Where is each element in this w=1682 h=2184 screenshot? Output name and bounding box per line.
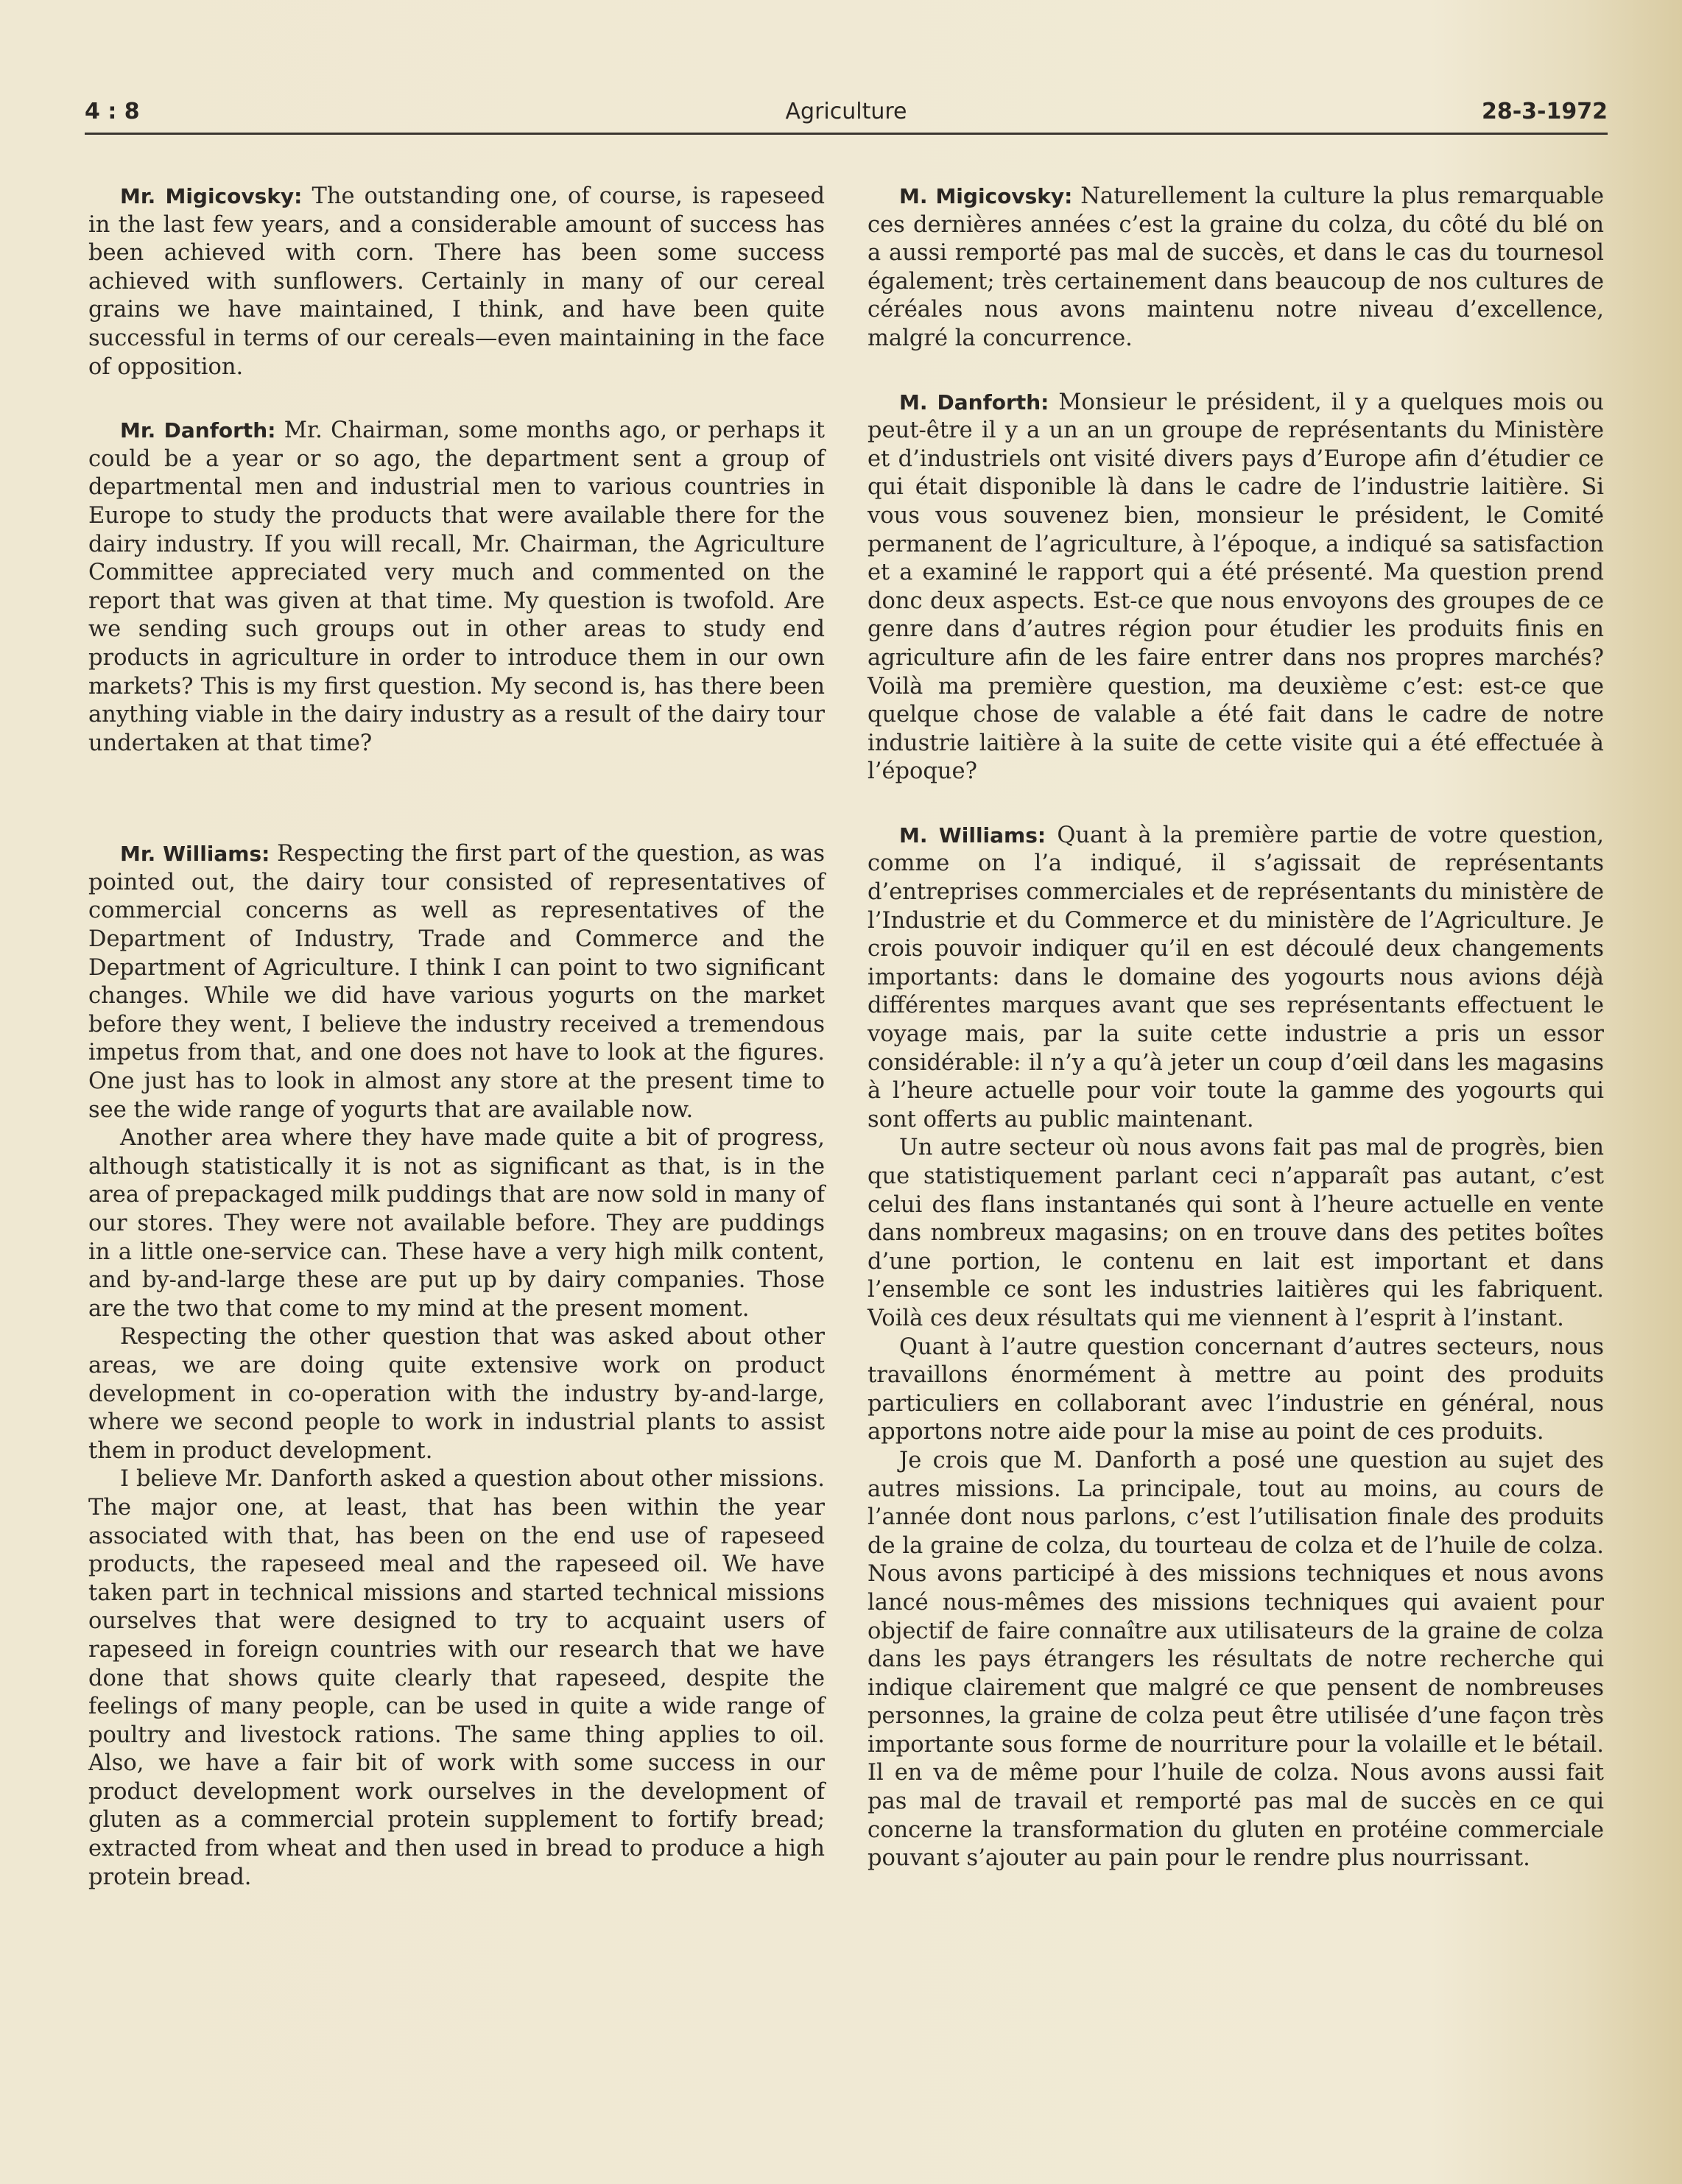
paragraph-other-areas-en [88,1323,825,1465]
speaker-name: Mr. Danforth: [120,418,276,443]
paragraph-text: Another area where they have made quite a bit of progress, although statistically it is not as significant as that, is in the area of prepackaged milk puddings that are now sold in many of our stores. They were not available before. They are puddings in a little one-service can. These have a very high milk content, and by-and-large these are put up by dairy companies. Those are the two that come to my mind at the present moment. [88,1125,825,1322]
publication-title: Agriculture [785,99,907,124]
paragraph-text: Monsieur le président, il y a quelques mois ou peut-être il y a un an un groupe de représentants du Ministère et d’industriels ont visité divers pays d’Europe afin d’étudier ce qui était disponible là dans le cadre de l’industrie laitière. Si vous vous souvenez bien, monsieur le président, le Comité permanent de l’agriculture, à l’époque, a indiqué sa satisfaction et a examiné le rapport qui a été présenté. Ma question prend donc deux aspects. Est-ce que nous envoyons des groupes de ce genre dans d’autres région pour étudier les produits finis en agriculture afin de les faire entrer dans nos propres marchés? Voilà ma première question, ma deuxième c’est: est-ce que quelque chose de valable a été fait dans le cadre de notre industrie laitière à la suite de cette visite qui a été effectuée à l’époque? [868,389,1604,785]
paragraph-text: Respecting the other question that was asked about other areas, we are doing quite extensive work on product development in co-operation with the industry by-and-large, where we second people to work in industrial plants to assist them in product development. [88,1324,825,1464]
paragraph-migicovsky-en [88,183,825,381]
speaker-name: Mr. Williams: [120,842,270,867]
paragraph-text: I believe Mr. Danforth asked a question about other missions. The major one, at least, that has been within the year associated with that, has been on the end use of rapeseed products, the rapeseed meal and the rapeseed oil. We have taken part in technical missions and started technical missions ourselves that were designed to try to acquaint users of rapeseed in foreign countries with our research that we have done that shows quite clearly that rapeseed, despite the feelings of many people, can be used in quite a wide range of poultry and livestock rations. The same thing applies to oil. Also, we have a fair bit of work with some success in our product development work ourselves in the development of gluten as a commercial protein supplement to fortify bread; extracted from wheat and then used in bread to produce a high protein bread. [88,1466,825,1890]
paragraph-text: Quant à la première partie de votre question, comme on l’a indiqué, il s’agissait de représentants d’entreprises commerciales et de représentants du ministère de l’Industrie et du Commerce et du ministère de l’Agriculture. Je crois pouvoir indiquer qu’il en est découlé deux changements importants: dans le domaine des yogourts nous avions déjà différentes marques avant que ses représentants effectuent le voyage mais, par la suite cette industrie a pris un essor considérable: il n’y a qu’à jeter un coup d’œil dans les magasins à l’heure actuelle pour voir toute la gamme des yogourts qui sont offerts au public maintenant. [868,822,1604,1132]
speaker-name: M. Williams: [899,822,1046,848]
paragraph-missions-en [88,1465,825,1892]
paragraph-text: Naturellement la culture la plus remarquable ces dernières années c’est la graine du colza, du côté du blé on a aussi remporté pas mal de succès, et dans le cas du tournesol également; très certainement dans beaucoup de nos cultures de céréales nous avons maintenu notre niveau d’excellence, malgré la concurrence. [868,183,1604,351]
speaker-name: M. Migicovsky: [899,184,1073,208]
paragraph-williams-fr [868,822,1604,1135]
french-column [868,183,1604,1873]
paragraph-text: Mr. Chairman, some months ago, or perhaps it could be a year or so ago, the department sent a group of departmental men and industrial men to various countries in Europe to study the products that were available there for the dairy industry. If you will recall, Mr. Chairman, the Agriculture Committee appreciated very much and commented on the report that was given at that time. My question is twofold. Are we sending such groups out in other areas to study end products in agriculture in order to introduce them in our own markets? This is my first question. My second is, has there been anything viable in the dairy industry as a result of the dairy tour undertaken at that time? [88,418,825,756]
page-header [85,94,1608,135]
paragraph-text: Quant à l’autre question concernant d’autres secteurs, nous travaillons énormément à mettre au point des produits particuliers en collaborant avec l’industrie en général, nous apportons notre aide pour la mise au point de ces produits. [868,1334,1604,1445]
paragraph-text: Respecting the first part of the question, as was pointed out, the dairy tour consisted of representatives of commercial concerns as well as representatives of the Department of Industry, Trade and Commerce and the Department of Agriculture. I think I can point to two significant changes. While we did have various yogurts on the market before they went, I believe the industry received a tremendous impetus from that, and one does not have to look at the figures. One just has to look in almost any store at the present time to see the wide range of yogurts that are available now. [88,841,825,1123]
page-number: 4 : 8 [85,99,140,124]
paragraph-autres-secteurs-fr [868,1334,1604,1447]
paragraph-migicovsky-fr [868,183,1604,353]
paragraph-text: Je crois que M. Danforth a posé une question au sujet des autres missions. La principale, tout au moins, au cours de l’année dont nous parlons, c’est l’utilisation finale des produits de la graine de colza, du tourteau de colza et de l’huile de colza. Nous avons participé à des missions techniques et nous avons lancé nous-mêmes des missions techniques qui avaient pour objectif de faire connaître aux utilisateurs de la graine de colza dans les pays étrangers les résultats de notre recherche qui indique clairement que malgré ce que pensent de nombreuses personnes, la graine de colza peut être utilisée d’une façon très importante sous forme de nourriture pour la volaille et le bétail. Il en va de même pour l’huile de colza. Nous avons aussi fait pas mal de travail et remporté pas mal de succès en ce qui concerne la transformation du gluten en protéine commerciale pouvant s’ajouter au pain pour le rendre plus nourrissant. [868,1447,1604,1872]
paragraph-danforth-fr [868,389,1604,786]
paragraph-puddings-en [88,1124,825,1323]
english-column [88,183,825,1892]
paragraph-missions-fr [868,1447,1604,1873]
paragraph-danforth-en [88,417,825,758]
paragraph-text: Un autre secteur où nous avons fait pas mal de progrès, bien que statistiquement parlant ceci n’apparaît pas autant, c’est celui des flans instantanés qui sont à l’heure actuelle en vente dans nombreux magasins; on en trouve dans des petites boîtes d’une portion, le contenu en lait est important et dans l’ensemble ce sont les industries laitières qui les fabriquent. Voilà ces deux résultats qui me viennent à l’esprit à l’instant. [868,1135,1604,1331]
publication-date: 28-3-1972 [1481,99,1608,124]
paragraph-flans-fr [868,1134,1604,1333]
paragraph-text: The outstanding one, of course, is rapeseed in the last few years, and a considerable amount of success has been achieved with corn. There has been some success achieved with sunflowers. Certainly in many of our cereal grains we have maintained, I think, and have been quite successful in terms of our cereals—even maintaining in the face of opposition. [88,183,825,380]
speaker-name: M. Danforth: [899,390,1049,415]
speaker-name: Mr. Migicovsky: [120,184,303,208]
paragraph-williams-en [88,840,825,1124]
